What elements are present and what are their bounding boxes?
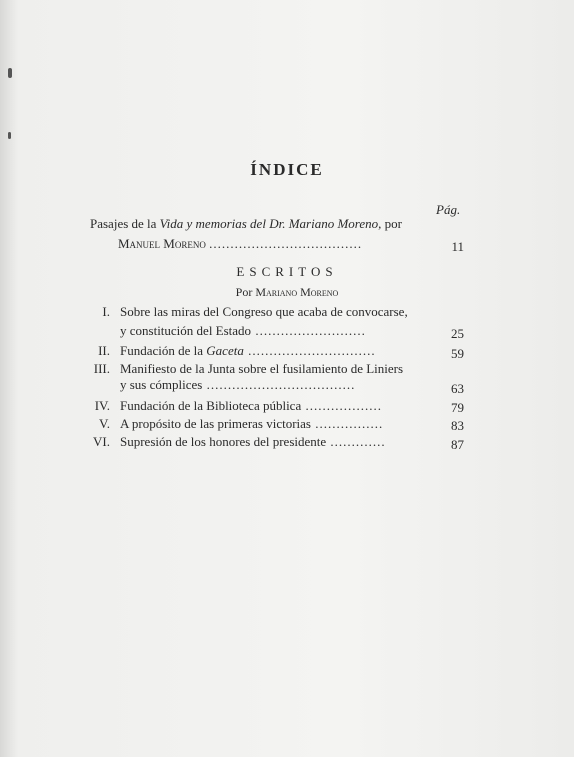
intro-author: Manuel Moreno	[118, 236, 206, 251]
entry-page: 79	[451, 400, 464, 415]
entry-number: I.	[102, 304, 110, 319]
intro-page: 11	[451, 239, 464, 254]
entry-title-text: A propósito de las primeras victorias	[120, 416, 311, 431]
edge-mark	[8, 132, 11, 139]
entry-number: VI.	[93, 434, 110, 449]
entry-title: Fundación de la Biblioteca pública ..................	[120, 398, 382, 413]
section-subtitle-author: Mariano Moreno	[255, 285, 339, 299]
entry-title: Sobre las miras del Congreso que acaba de convocarse,	[120, 304, 408, 319]
entry-title-text: y constitución del Estado	[120, 323, 252, 338]
intro-line-2: Manuel Moreno ....................................	[118, 236, 363, 251]
entry-title: Manifiesto de la Junta sobre el fusilamiento de Liniers	[120, 361, 404, 376]
entry-title-text: Fundación de la	[120, 343, 207, 358]
entry-number: V.	[99, 416, 110, 431]
edge-mark	[8, 68, 12, 78]
intro-text-end: por	[381, 216, 402, 231]
section-subtitle-prefix: Por	[235, 285, 256, 299]
intro-work-title: Vida y memorias del Dr. Mariano Moreno,	[159, 216, 382, 231]
entry-title: A propósito de las primeras victorias ................	[120, 416, 384, 431]
entry-page: 63	[451, 381, 464, 396]
entry-title-cont: y constitución del Estado ..........................	[120, 323, 366, 338]
entry-title: Fundación de la Gaceta ..............................	[120, 343, 376, 358]
section-subtitle	[0, 285, 574, 300]
entry-title: Supresión de los honores del presidente .............	[120, 434, 386, 449]
entry-number: III.	[93, 361, 110, 376]
entry-title-italic: Gaceta	[206, 343, 244, 358]
entry-number: IV.	[94, 398, 110, 413]
entry-page: 59	[451, 346, 464, 361]
entry-number: II.	[98, 343, 110, 358]
entry-title-text: y sus cómplices	[120, 377, 203, 392]
entry-title-text: Fundación de la Biblioteca pública	[120, 398, 302, 413]
entry-page: 87	[451, 437, 464, 452]
intro-line-1	[90, 216, 402, 232]
page-column-label: Pág.	[436, 202, 461, 217]
page-title: ÍNDICE	[250, 160, 324, 179]
intro-text: Pasajes de la	[90, 216, 160, 231]
entry-page: 83	[451, 418, 464, 433]
entry-page: 25	[451, 326, 464, 341]
section-title: ESCRITOS	[236, 264, 338, 279]
entry-title-cont: y sus cómplices ...................................	[120, 377, 356, 392]
entry-title-text: Supresión de los honores del presidente	[120, 434, 327, 449]
